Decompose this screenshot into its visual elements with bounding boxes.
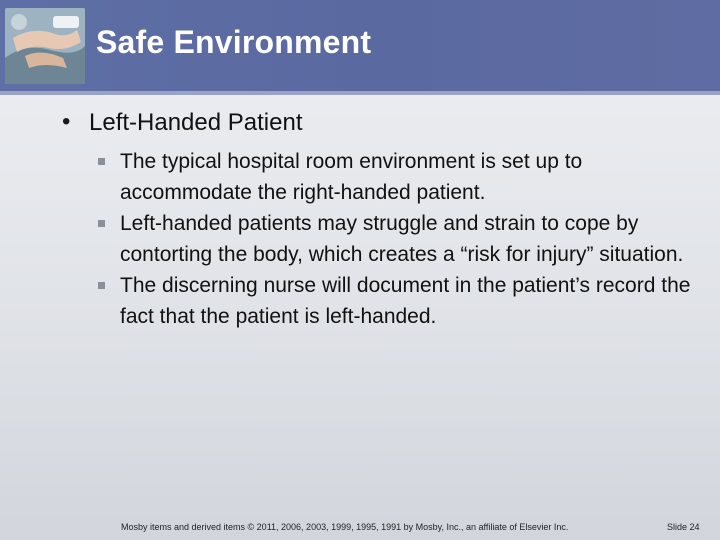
main-bullet-marker: • [62, 108, 71, 135]
sub-bullet [120, 208, 705, 270]
header-divider [0, 91, 720, 95]
sub-bullet-text: The discerning nurse will document in the patient’s record the fact that the patient is left-handed. [120, 274, 691, 328]
square-bullet-icon [98, 282, 105, 289]
slide-title: Safe Environment [96, 24, 372, 60]
medical-hands-photo-icon [5, 8, 85, 84]
sub-bullet [120, 146, 705, 208]
square-bullet-icon [98, 158, 105, 165]
sub-bullet [120, 270, 705, 332]
main-bullet-label: Left-Handed Patient [89, 109, 303, 136]
sub-bullet-text: Left-handed patients may struggle and strain to cope by contorting the body, which creates a “risk for injury” situation. [120, 212, 684, 266]
sub-bullet-text: The typical hospital room environment is set up to accommodate the right-handed patient. [120, 150, 583, 204]
slide-number: Slide 24 [667, 522, 700, 532]
square-bullet-icon [98, 220, 105, 227]
sub-bullet-list [120, 146, 705, 332]
copyright-notice: Mosby items and derived items © 2011, 2006, 2003, 1999, 1995, 1991 by Mosby, Inc., an affiliate of Elsevier Inc. [121, 522, 569, 532]
